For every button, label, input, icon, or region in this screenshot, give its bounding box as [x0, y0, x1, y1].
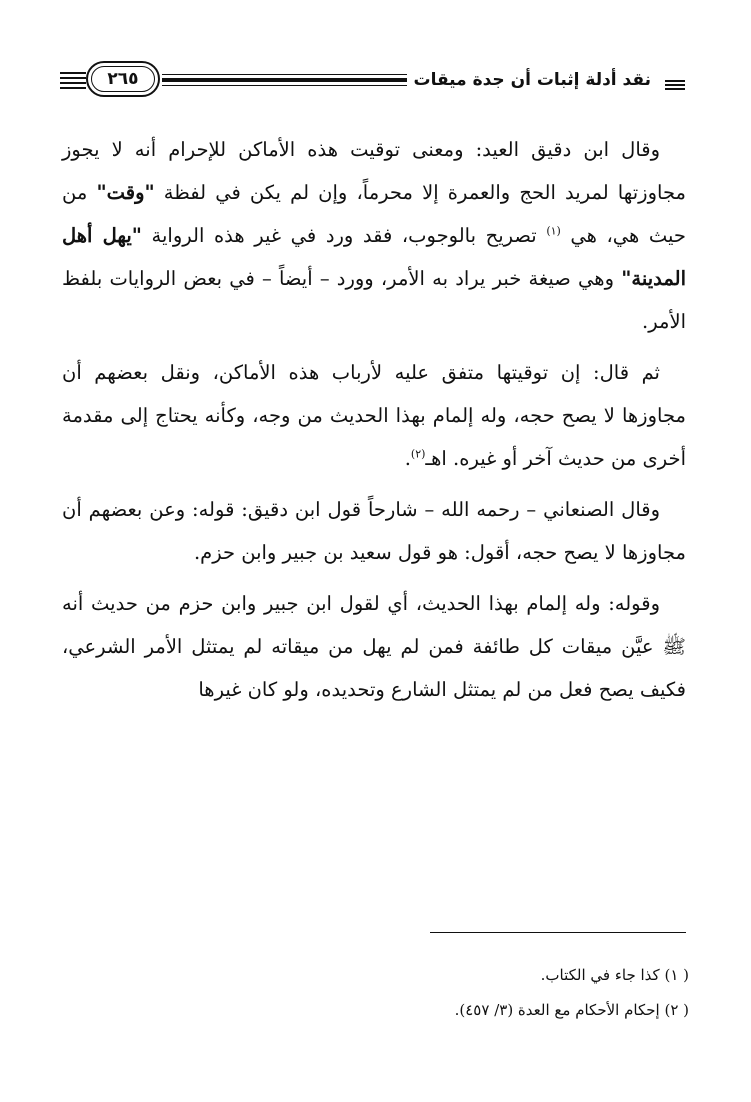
footnote-2: ( ٢) إحكام الأحكام مع العدة (٣/ ٤٥٧). [454, 1001, 689, 1019]
page-number [86, 61, 160, 97]
header-ornament-right [665, 80, 685, 92]
running-header [60, 60, 685, 104]
paragraph-1: وقال ابن دقيق العيد: ومعنى توقيت هذه الأماكن للإحرام أنه لا يجوز مجاوزتها لمريد الحج والعمرة إلا محرماً، وإن لم يكن في لفظة "وقت" من حيث هي، هي $^{(١)}$ تصريح بالوجوب، فقد ورد في غير هذه الرواية "يهل أهل المدينة" وهي صيغة خبر يراد به الأمر، وورد – أيضاً – في بعض الروايات بلفظ الأمر. [62, 138, 686, 333]
footnote-ref-1[interactable]: (١) [546, 224, 561, 238]
paragraph-2: ثم قال: إن توقيتها متفق عليه لأرباب هذه الأماكن، ونقل بعضهم أن مجاوزها لا يصح حجه، وله إلمام بهذا الحديث من وجه، وكأنه يحتاج إلى مقدمة أخرى من حديث آخر أو غيره. اهـ$^{(٢)}$. [62, 361, 686, 470]
footnotes [65, 958, 689, 1028]
quoted-word: "وقت" [96, 181, 155, 204]
page-number-text: ٢٦٥ [107, 69, 139, 89]
header-ornament-left [60, 72, 86, 92]
header-title: نقد أدلة إثبات أن جدة ميقات [413, 70, 651, 90]
footnote-separator [430, 932, 686, 933]
main-text [62, 128, 686, 719]
footnote-ref-2[interactable]: (٢) [410, 447, 426, 461]
footnote-1: ( ١) كذا جاء في الكتاب. [540, 966, 689, 984]
header-rule [162, 74, 407, 86]
quoted-phrase: "يهل أهل المدينة" [62, 224, 686, 290]
paragraph-3: وقال الصنعاني – رحمه الله – شارحاً قول ابن دقيق: قوله: وعن بعضهم أن مجاوزها لا يصح حجه، أقول: هو قول سعيد بن جبير وابن حزم. [62, 498, 686, 564]
paragraph-4: وقوله: وله إلمام بهذا الحديث، أي لقول ابن جبير وابن حزم من حديث أنه ﷺ عيَّن ميقات كل طائفة فمن لم يهل من ميقاته لم يمتثل الأمر الشرعي، فكيف يصح فعل من لم يمتثل الشارع وتحديده، ولو كان غيرها [62, 592, 686, 701]
